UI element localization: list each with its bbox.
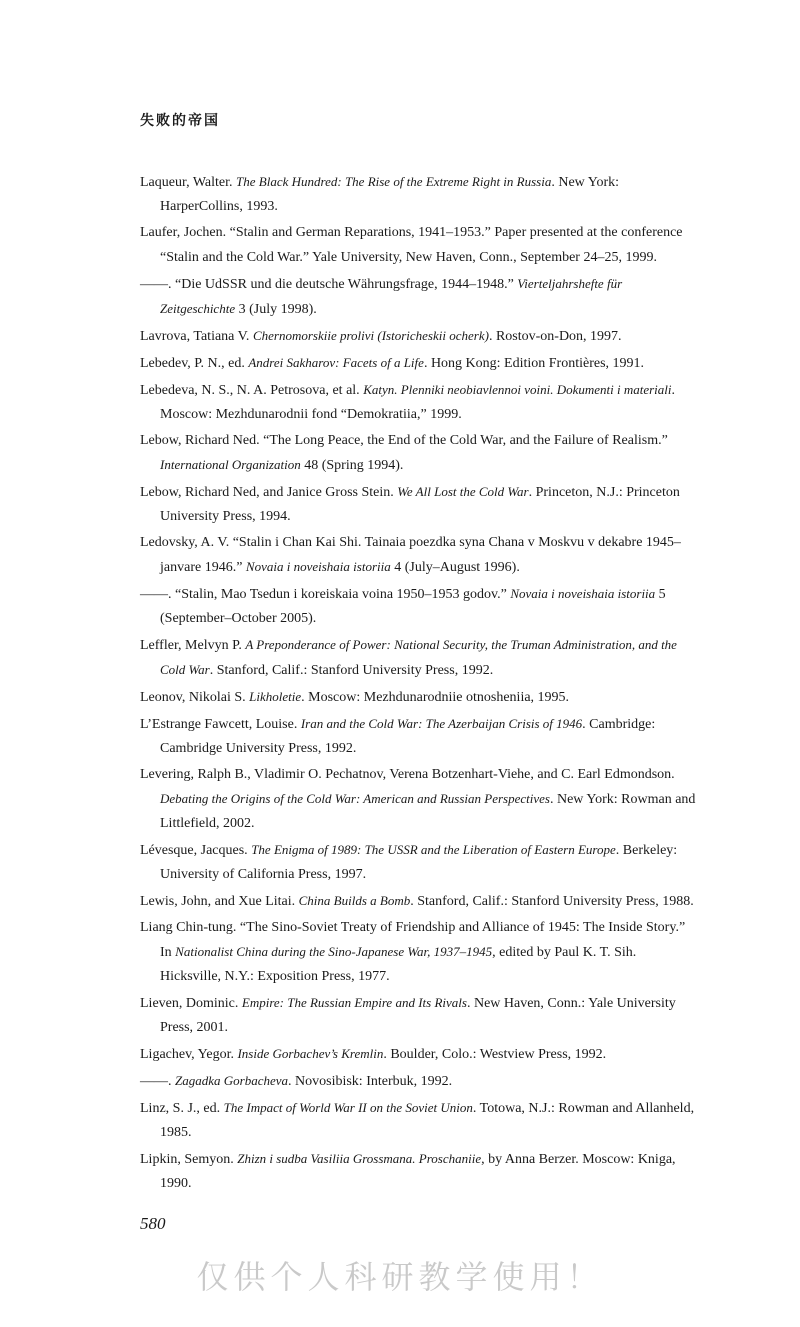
bibliography-entry: Lebow, Richard Ned, and Janice Gross Stein. We All Lost the Cold War. Princeton, N.J.: Princeton University Press, 1994. bbox=[140, 484, 680, 524]
bibliography-entry: ——. “Die UdSSR und die deutsche Währungsfrage, 1944–1948.” Vierteljahrshefte für Zeitgeschichte 3 (July 1998). bbox=[140, 276, 623, 317]
bibliography-entry: Laufer, Jochen. “Stalin and German Reparations, 1941–1953.” Paper presented at the conference “Stalin and the Cold War.” Yale University, New Haven, Conn., September 24–25, 1999. bbox=[140, 225, 683, 265]
watermark-text: 仅供个人科研教学使用！ bbox=[196, 1258, 604, 1296]
bibliography-entry: Lebedev, P. N., ed. Andrei Sakharov: Facets of a Life. Hong Kong: Edition Frontières, 1991. bbox=[140, 355, 645, 371]
bibliography-entry: Ledovsky, A. V. “Stalin i Chan Kai Shi. Tainaia poezdka syna Chana v Moskvu v dekabre 1945–janvare 1946.” Novaia i noveishaia istoriia 4 (July–August 1996). bbox=[140, 535, 681, 575]
bibliography-entry: Lipkin, Semyon. Zhizn i sudba Vasiliia Grossmana. Proschaniie, by Anna Berzer. Moscow: Kniga, 1990. bbox=[140, 1151, 676, 1191]
bibliography-entry: Lebedeva, N. S., N. A. Petrosova, et al. Katyn. Plenniki neobiavlennoi voini. Dokumenti i materiali. Moscow: Mezhdunarodnii fond “Demokratiia,” 1999. bbox=[140, 382, 676, 422]
page-number: 580 bbox=[140, 1214, 166, 1233]
running-header: 失败的帝国 bbox=[140, 113, 220, 129]
bibliography-entry: Lavrova, Tatiana V. Chernomorskiie prolivi (Istoricheskii ocherk). Rostov-on-Don, 1997. bbox=[140, 328, 622, 344]
bibliography-list bbox=[140, 170, 700, 1198]
bibliography-entry: Lieven, Dominic. Empire: The Russian Empire and Its Rivals. New Haven, Conn.: Yale University Press, 2001. bbox=[140, 995, 676, 1035]
bibliography-entry: Levering, Ralph B., Vladimir O. Pechatnov, Verena Botzenhart-Viehe, and C. Earl Edmondson. Debating the Origins of the Cold War: American and Russian Perspectives. New York: Rowman and Littlefield, 2002. bbox=[140, 767, 696, 831]
bibliography-entry: Leffler, Melvyn P. A Preponderance of Power: National Security, the Truman Administration, and the Cold War. Stanford, Calif.: Stanford University Press, 1992. bbox=[140, 637, 677, 678]
bibliography-entry: Leonov, Nikolai S. Likholetie. Moscow: Mezhdunarodniie otnosheniia, 1995. bbox=[140, 689, 570, 705]
bibliography-entry: ——. “Stalin, Mao Tsedun i koreiskaia voina 1950–1953 godov.” Novaia i noveishaia istoriia 5 (September–October 2005). bbox=[140, 586, 666, 626]
bibliography-entry: Liang Chin-tung. “The Sino-Soviet Treaty of Friendship and Alliance of 1945: The Inside Story.” In Nationalist China during the Sino-Japanese War, 1937–1945, edited by Paul K. T. Sih. Hicksville, N.Y.: Exposition Press, 1977. bbox=[140, 920, 686, 984]
bibliography-entry: Lebow, Richard Ned. “The Long Peace, the End of the Cold War, and the Failure of Realism.” International Organization 48 (Spring 1994). bbox=[140, 433, 668, 473]
bibliography-entry: Ligachev, Yegor. Inside Gorbachev’s Kremlin. Boulder, Colo.: Westview Press, 1992. bbox=[140, 1046, 607, 1062]
bibliography-entry: L’Estrange Fawcett, Louise. Iran and the Cold War: The Azerbaijan Crisis of 1946. Cambridge: Cambridge University Press, 1992. bbox=[140, 716, 656, 756]
bibliography-entry: Linz, S. J., ed. The Impact of World War II on the Soviet Union. Totowa, N.J.: Rowman and Allanheld, 1985. bbox=[140, 1100, 695, 1140]
bibliography-entry: Lévesque, Jacques. The Enigma of 1989: The USSR and the Liberation of Eastern Europe. Berkeley: University of California Press, 1997. bbox=[140, 842, 678, 882]
bibliography-entry: Lewis, John, and Xue Litai. China Builds a Bomb. Stanford, Calif.: Stanford University Press, 1988. bbox=[140, 893, 694, 909]
bibliography-entry: Laqueur, Walter. The Black Hundred: The Rise of the Extreme Right in Russia. New York: HarperCollins, 1993. bbox=[140, 174, 620, 214]
bibliography-entry: ——. Zagadka Gorbacheva. Novosibisk: Interbuk, 1992. bbox=[140, 1073, 453, 1089]
